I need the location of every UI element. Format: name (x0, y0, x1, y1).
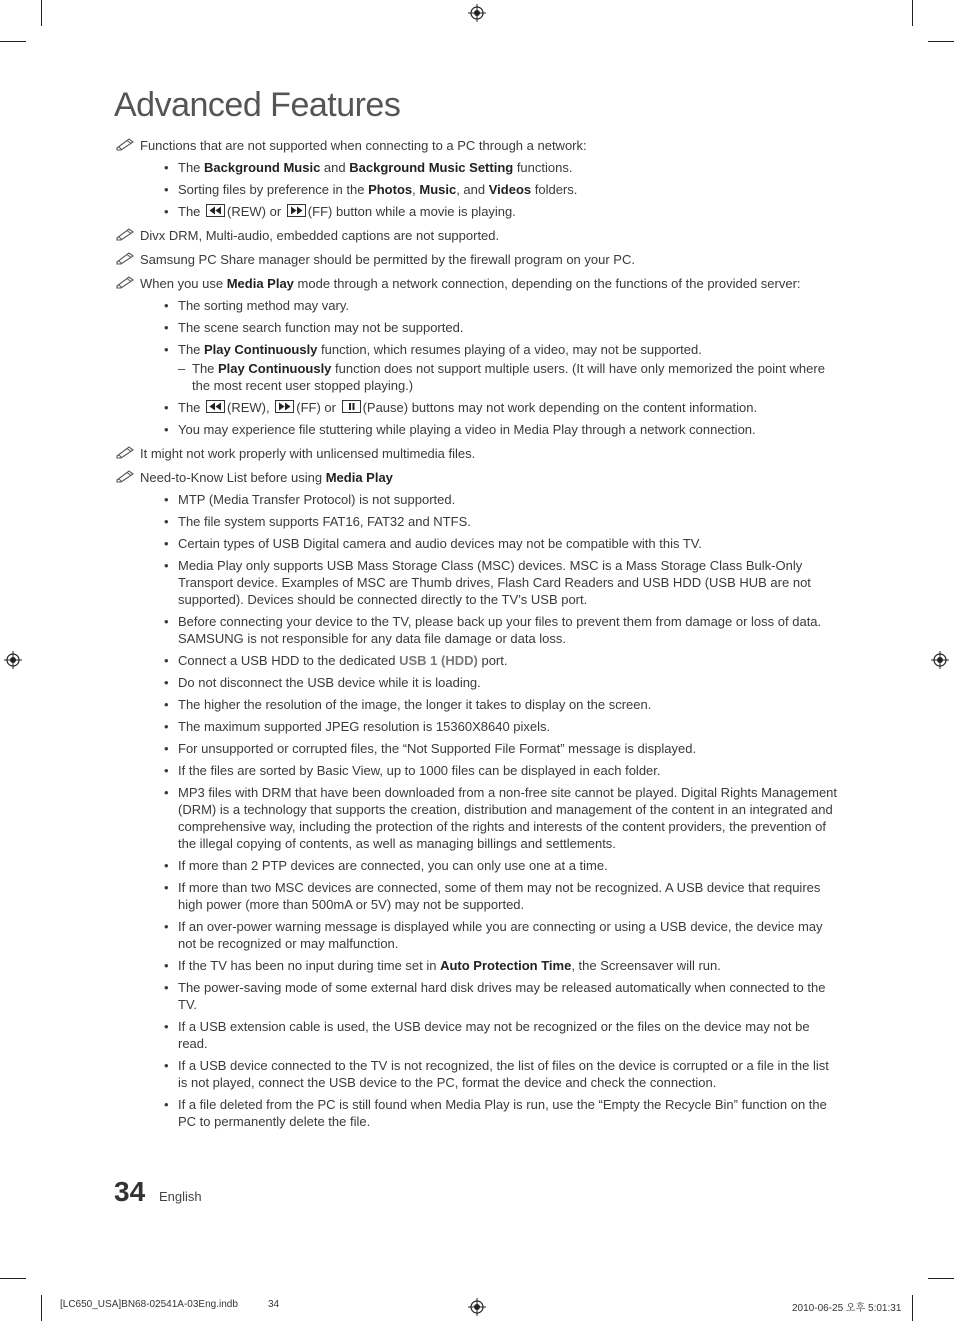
list-item: • The sorting method may vary. (140, 297, 840, 314)
footer-page: 34 (268, 1299, 280, 1310)
pencil-note-icon (116, 445, 136, 459)
crop-mark (912, 1295, 913, 1321)
pencil-note-icon (116, 469, 136, 483)
text: (FF) or (296, 400, 340, 415)
list-item: • MP3 files with DRM that have been downloaded from a non-free site cannot be played. Digital Rights Management (DRM) is a technology that supports the creation, distribution and management of the content in an integrated and comprehensive way, including the protection of the rights and interests of the content providers, the prevention of the illegal copying of contents, as well as managing billings and settlements. (140, 784, 840, 852)
bold-term: Auto Protection Time (440, 958, 572, 973)
note (116, 227, 840, 244)
text: The (192, 361, 219, 376)
list-item: • If an over-power warning message is displayed while you are connecting or using a USB device, the device may not be recognized or may malfunction. (140, 918, 840, 952)
registration-mark-icon (931, 651, 949, 669)
note-text: Samsung PC Share manager should be permitted by the firewall program on your PC. (140, 252, 635, 267)
list-item (140, 159, 840, 176)
text: If the TV has been no input during time set in (178, 958, 441, 973)
rewind-icon (206, 204, 225, 217)
text: (FF) button while a movie is playing. (307, 204, 516, 219)
note-text: Divx DRM, Multi-audio, embedded captions are not supported. (140, 228, 500, 243)
text: (REW) or (227, 204, 285, 219)
list-item: • If more than two MSC devices are connected, some of them may not be recognized. A USB device that requires high power (more than 500mA or 5V) may not be supported. (140, 879, 840, 913)
bold-term: Play Continuously (204, 342, 318, 357)
list-item: • Certain types of USB Digital camera and audio devices may not be compatible with this TV. (140, 535, 840, 552)
bold-term: Background Music (204, 160, 321, 175)
fast-forward-icon (287, 204, 306, 217)
registration-mark-icon (468, 1298, 486, 1316)
list-item: • The higher the resolution of the image, the longer it takes to display on the screen. (140, 696, 840, 713)
sub-list-item (151, 360, 840, 394)
list-item: • MTP (Media Transfer Protocol) is not supported. (140, 491, 840, 508)
note-text: Need-to-Know List before using (140, 470, 326, 485)
bold-term: Media Play (325, 470, 393, 485)
text: The (178, 160, 205, 175)
rewind-icon (206, 400, 225, 413)
pause-icon (342, 400, 361, 413)
note-text: It might not work properly with unlicensed multimedia files. (140, 446, 476, 461)
fast-forward-icon (275, 400, 294, 413)
bold-term: Music (419, 182, 457, 197)
crop-mark (0, 1278, 26, 1279)
list-item (140, 652, 840, 669)
list-item (140, 399, 840, 416)
text: Connect a USB HDD to the dedicated (178, 653, 400, 668)
note (116, 275, 840, 438)
text: , and (456, 182, 489, 197)
bullet-list (140, 159, 840, 220)
list-item: • The scene search function may not be supported. (140, 319, 840, 336)
crop-mark (0, 41, 26, 42)
list-item: • If a file deleted from the PC is still found when Media Play is run, use the “Empty the Recycle Bin” function on the PC to permanently delete the file. (140, 1096, 840, 1130)
list-item: • The file system supports FAT16, FAT32 and NTFS. (140, 513, 840, 530)
text: (REW), (227, 400, 274, 415)
list-item (140, 957, 840, 974)
note-text: Functions that are not supported when connecting to a PC through a network: (140, 138, 587, 153)
text: folders. (531, 182, 578, 197)
list-item: • Do not disconnect the USB device while it is loading. (140, 674, 840, 691)
bold-term: Media Play (226, 276, 294, 291)
page-language: English (159, 1189, 202, 1204)
pencil-note-icon (116, 251, 136, 265)
list-item: • Media Play only supports USB Mass Storage Class (MSC) devices. MSC is a Mass Storage Class Bulk-Only Transport device. Examples of MSC are Thumb drives, Flash Card Readers and USB HDD (USB HUB are not supported). Devices should be connected directly to the TV’s USB port. (140, 557, 840, 608)
list-item: • If a USB device connected to the TV is not recognized, the list of files on the device is corrupted or a file in the list is not played, connect the USB device to the PC, format the device and check the connection. (140, 1057, 840, 1091)
bold-term: Videos (488, 182, 532, 197)
crop-mark (928, 1278, 954, 1279)
registration-mark-icon (4, 651, 22, 669)
text: , (412, 182, 420, 197)
note (116, 445, 840, 462)
text: and (320, 160, 350, 175)
list-item: • If the files are sorted by Basic View, up to 1000 files can be displayed in each folder. (140, 762, 840, 779)
pencil-note-icon (116, 137, 136, 151)
bold-term: Background Music Setting (349, 160, 514, 175)
list-item: • The power-saving mode of some external hard disk drives may be released automatically when connected to the TV. (140, 979, 840, 1013)
list-item: • The maximum supported JPEG resolution is 15360X8640 pixels. (140, 718, 840, 735)
text: The (178, 400, 205, 415)
text: functions. (513, 160, 573, 175)
text: function, which resumes playing of a video, may not be supported. (317, 342, 702, 357)
footer-filename: [LC650_USA]BN68-02541A-03Eng.indb (60, 1299, 238, 1310)
footer-timestamp: 2010-06-25 오후 5:01:31 (792, 1303, 902, 1314)
content (116, 136, 840, 1130)
text: The (178, 204, 205, 219)
page-number: 34 (114, 1176, 146, 1207)
text: Sorting files by preference in the (178, 182, 369, 197)
bullet-list (140, 491, 840, 1130)
crop-mark (912, 0, 913, 26)
note-text: mode through a network connection, depending on the functions of the provided server: (293, 276, 801, 291)
bold-term: Play Continuously (218, 361, 332, 376)
port-label: USB 1 (HDD) (399, 653, 478, 668)
crop-mark (41, 0, 42, 26)
list-item (140, 181, 840, 198)
note-text: When you use (140, 276, 227, 291)
list-item (140, 341, 840, 394)
bullet-list (140, 297, 840, 438)
text: function does not support multiple users. (It will have only memorized the point where the most recent user stopped playing.) (192, 361, 825, 393)
registration-mark-icon (468, 4, 486, 22)
pencil-note-icon (116, 275, 136, 289)
dash-list (178, 360, 840, 394)
text: , the Screensaver will run. (571, 958, 721, 973)
text: (Pause) buttons may not work depending on the content information. (362, 400, 758, 415)
list-item: • For unsupported or corrupted files, the “Not Supported File Format” message is displayed. (140, 740, 840, 757)
crop-mark (41, 1295, 42, 1321)
note (116, 251, 840, 268)
list-item: • If more than 2 PTP devices are connected, you can only use one at a time. (140, 857, 840, 874)
page-title: Advanced Features (114, 86, 401, 124)
bold-term: Photos (368, 182, 413, 197)
list-item: • Before connecting your device to the TV, please back up your files to prevent them from damage or loss of data. SAMSUNG is not responsible for any data file damage or data loss. (140, 613, 840, 647)
list-item (140, 203, 840, 220)
list-item: • You may experience file stuttering while playing a video in Media Play through a network connection. (140, 421, 840, 438)
crop-mark (928, 41, 954, 42)
note (116, 469, 840, 1130)
text: The (178, 342, 205, 357)
list-item: • If a USB extension cable is used, the USB device may not be recognized or the files on the device may not be read. (140, 1018, 840, 1052)
pencil-note-icon (116, 227, 136, 241)
text: port. (477, 653, 508, 668)
note (116, 137, 840, 220)
